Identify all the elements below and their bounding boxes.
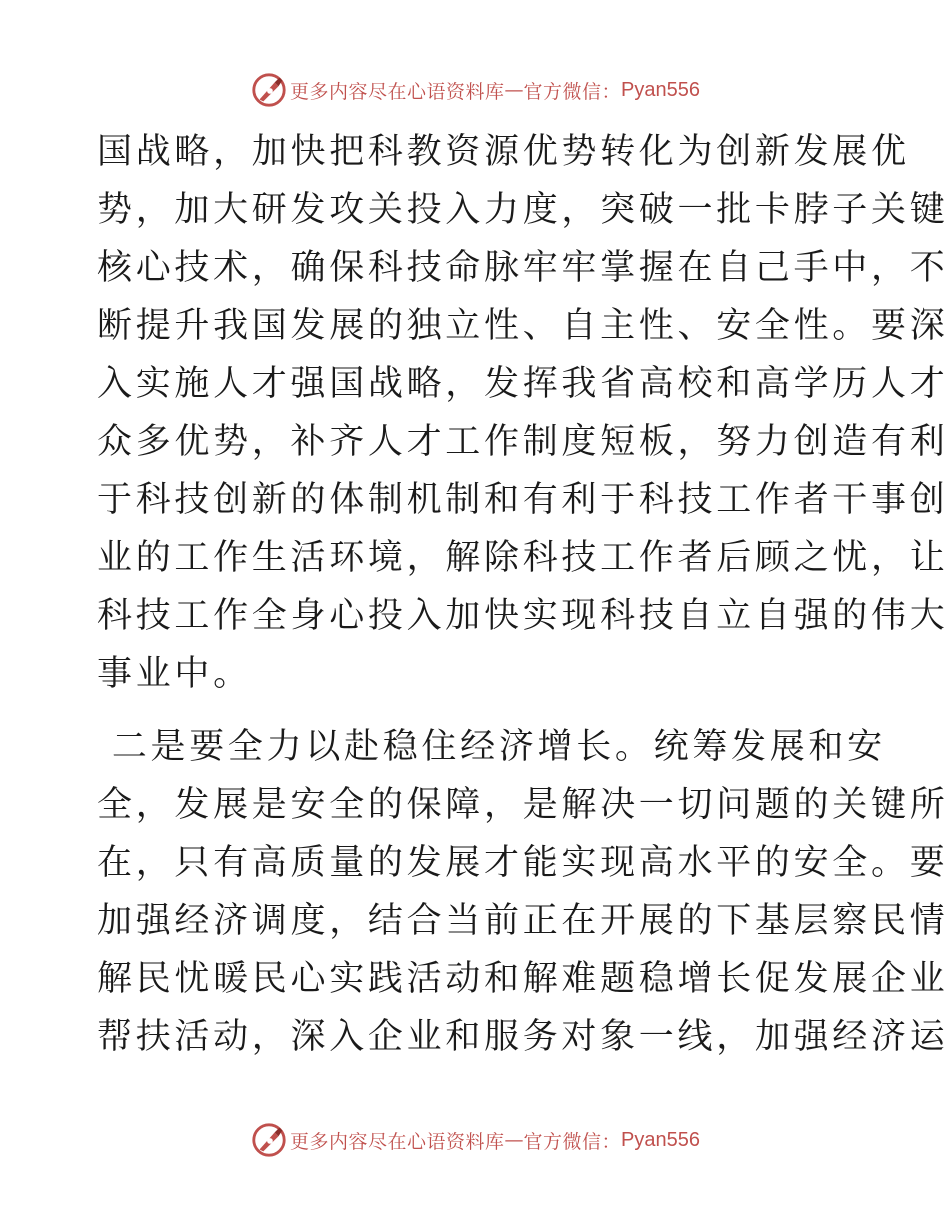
header-wechat-id: Pyan556 xyxy=(621,78,700,101)
header-banner xyxy=(0,70,950,110)
text-line: 解民忧暖民心实践活动和解难题稳增长促发展企业 xyxy=(97,959,949,999)
text-line: 加强经济调度，结合当前正在开展的下基层察民情 xyxy=(97,901,949,941)
footer-wechat-label: 官方微信： xyxy=(523,1130,622,1153)
text-line: 核心技术，确保科技命脉牢牢掌握在自己手中，不 xyxy=(97,248,949,288)
paragraph-1 xyxy=(97,123,949,703)
text-line: 二是要全力以赴稳住经济增长。统筹发展和安 xyxy=(97,727,886,767)
header-site-text: 更多内容尽在心语资料库 xyxy=(290,80,505,103)
text-line: 断提升我国发展的独立性、自主性、安全性。要深 xyxy=(97,306,949,346)
text-line: 国战略，加快把科教资源优势转化为创新发展优 xyxy=(97,132,910,172)
header-separator: — xyxy=(504,79,524,101)
pen-logo-icon xyxy=(250,1121,288,1159)
text-line: 帮扶活动，深入企业和服务对象一线，加强经济运 xyxy=(97,1017,949,1057)
text-line: 科技工作全身心投入加快实现科技自立自强的伟大 xyxy=(97,596,949,636)
footer-site-text: 更多内容尽在心语资料库 xyxy=(290,1130,505,1153)
text-line: 业的工作生活环境，解除科技工作者后顾之忧，让 xyxy=(97,538,949,578)
text-line: 事业中。 xyxy=(97,654,252,694)
text-line: 于科技创新的体制机制和有利于科技工作者干事创 xyxy=(97,480,949,520)
text-line: 势，加大研发攻关投入力度，突破一批卡脖子关键 xyxy=(97,190,949,230)
text-line: 众多优势，补齐人才工作制度短板，努力创造有利 xyxy=(97,422,949,462)
text-line: 在，只有高质量的发展才能实现高水平的安全。要 xyxy=(97,843,949,883)
text-line: 全，发展是安全的保障，是解决一切问题的关键所 xyxy=(97,785,949,825)
footer-banner xyxy=(0,1120,950,1160)
footer-wechat-id: Pyan556 xyxy=(621,1128,700,1151)
pen-logo-icon xyxy=(250,71,288,109)
header-wechat-label: 官方微信： xyxy=(523,80,622,103)
paragraph-2 xyxy=(97,718,949,1066)
footer-separator: — xyxy=(504,1129,524,1151)
text-line: 入实施人才强国战略，发挥我省高校和高学历人才 xyxy=(97,364,949,404)
